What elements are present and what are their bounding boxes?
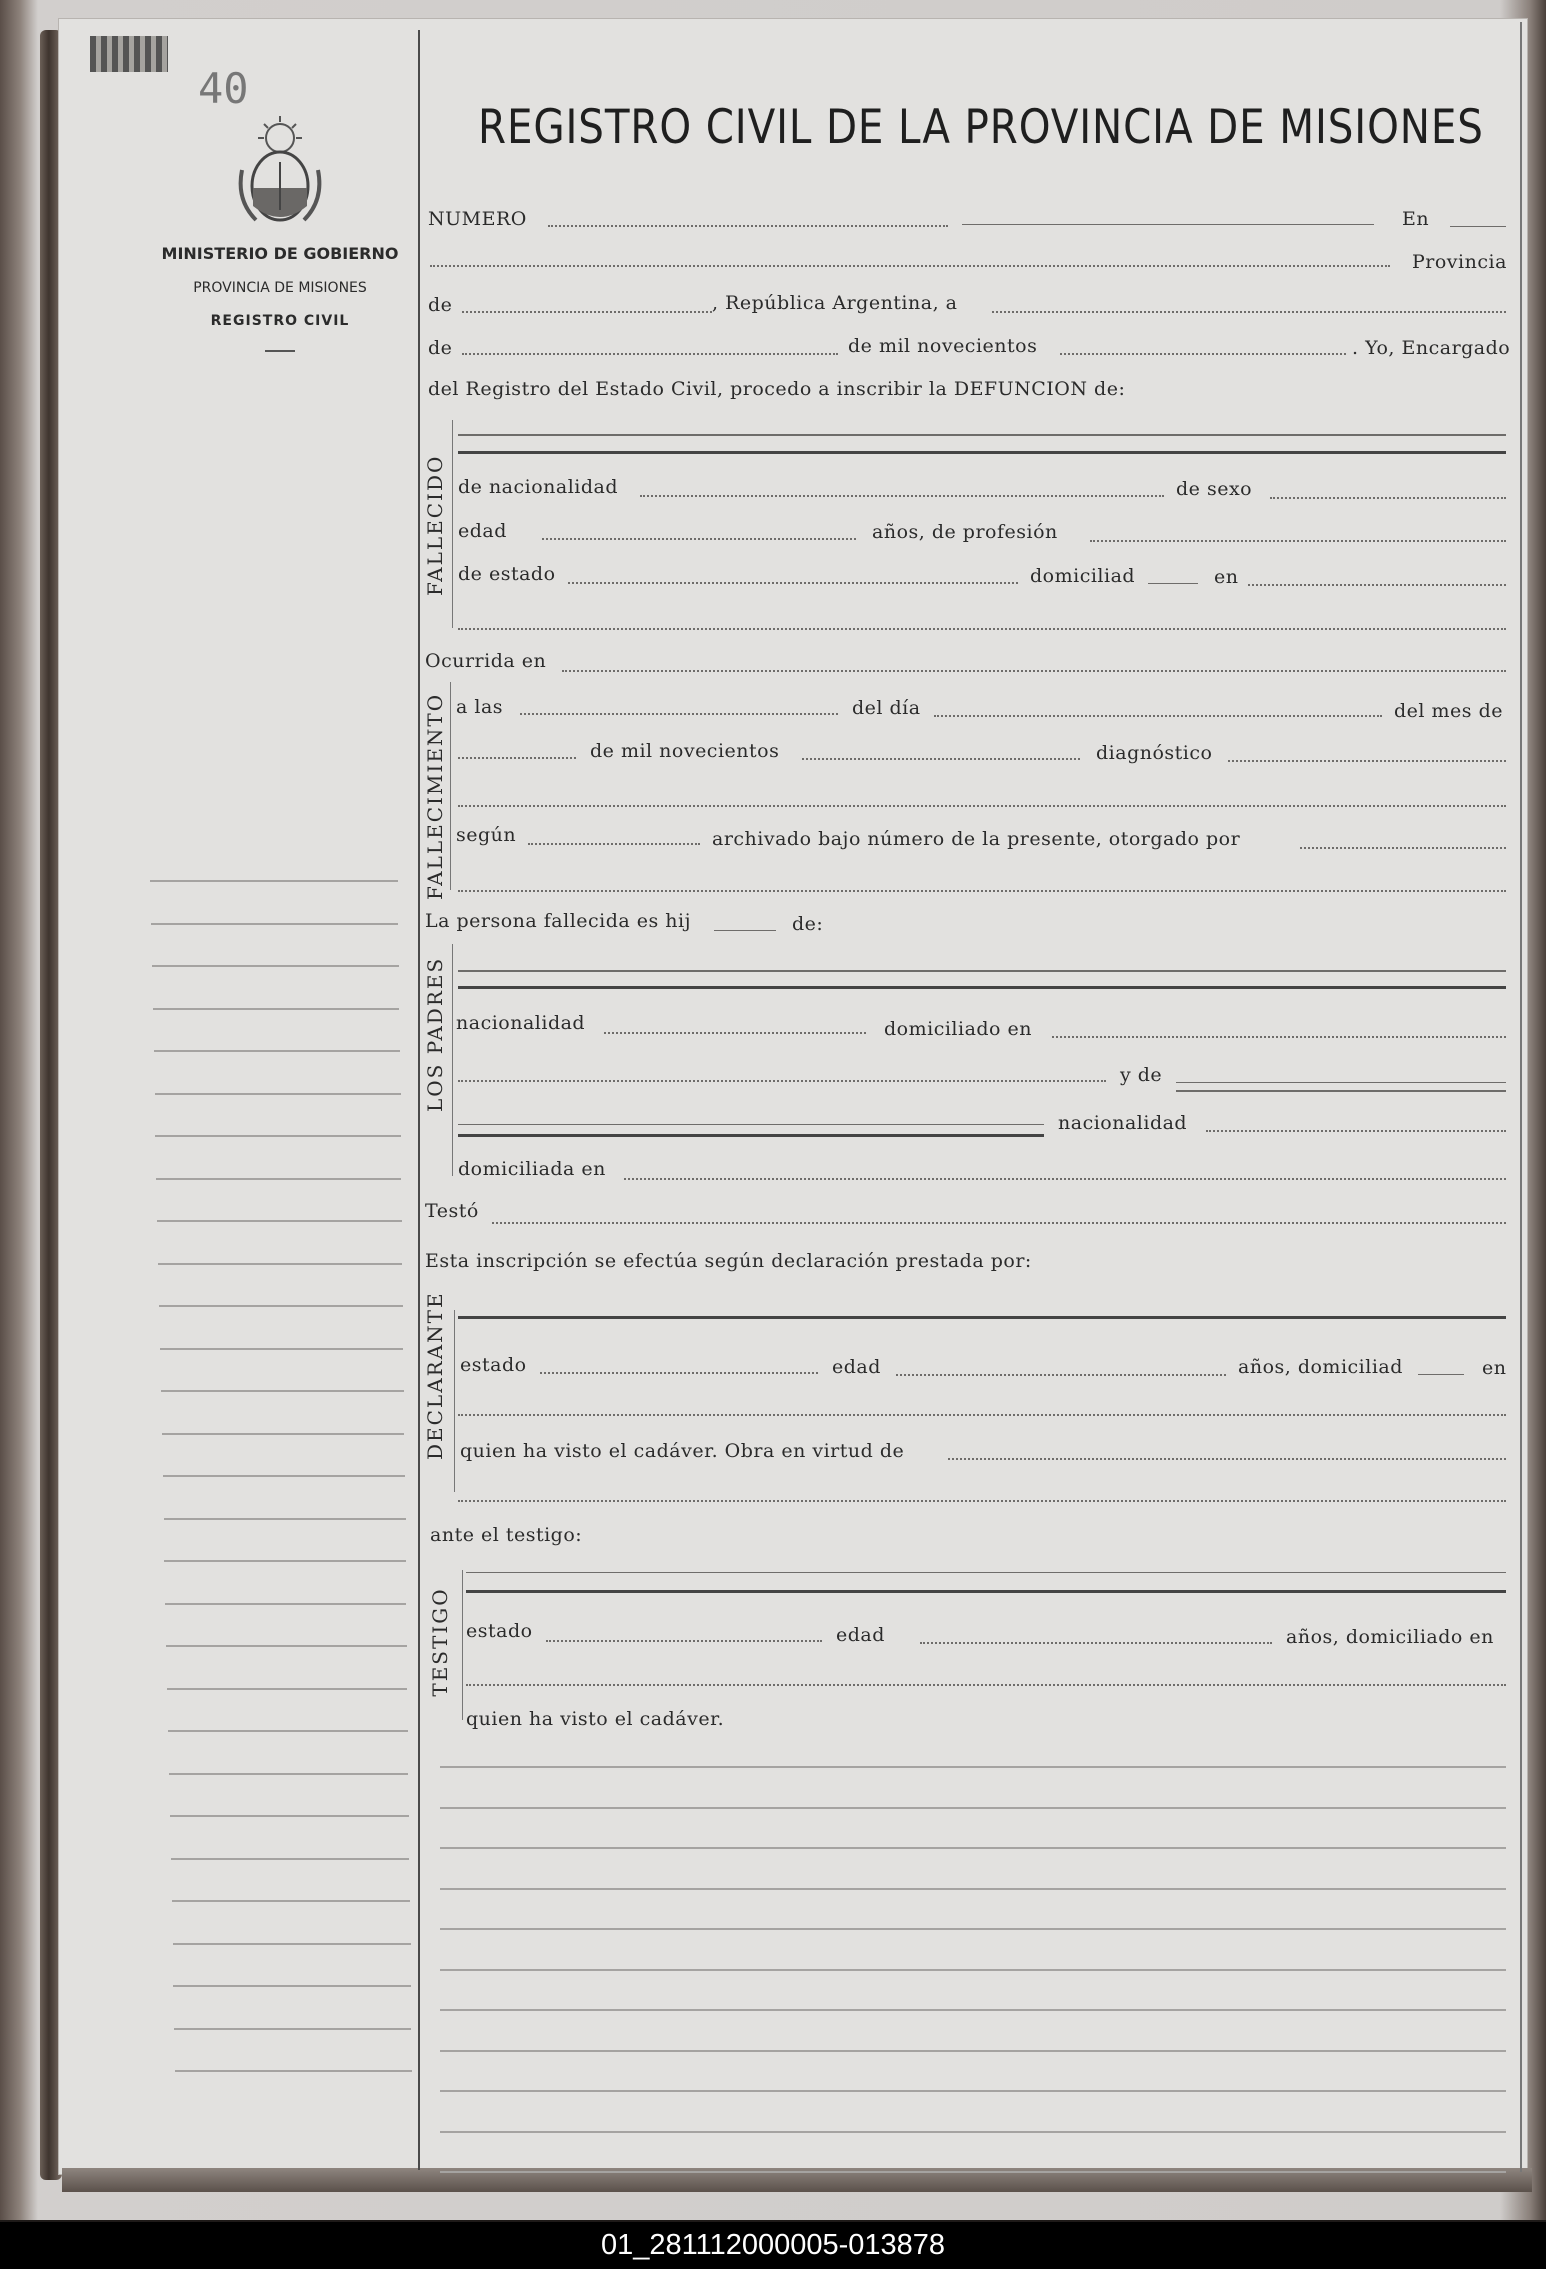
field-nombre-testigo-2[interactable] (466, 1590, 1506, 1593)
field-domicilio-testigo[interactable] (466, 1684, 1506, 1686)
margin-rule-line (156, 1178, 401, 1180)
section-testigo: TESTIGO (428, 1587, 452, 1697)
label-provincia: Provincia (1412, 251, 1507, 273)
label-numero: NUMERO (428, 208, 527, 230)
label-nacionalidad-padre: nacionalidad (456, 1012, 586, 1034)
label-nacionalidad-madre: nacionalidad (1058, 1112, 1188, 1134)
field-domicilio-declarante[interactable] (458, 1414, 1506, 1416)
margin-divider (418, 30, 420, 2170)
label-anos-domiciliad: años, domiciliad (1238, 1356, 1403, 1378)
field-nombre-madre-2[interactable] (458, 1124, 1044, 1125)
margin-rule-line (163, 1475, 405, 1477)
margin-rule-line (173, 1985, 411, 1987)
label-mil-novecientos: de mil novecientos (848, 335, 1038, 357)
bracket-padres (452, 944, 453, 1176)
ministry-name: MINISTERIO DE GOBIERNO (161, 244, 399, 263)
label-a-las: a las (456, 696, 504, 718)
coat-of-arms-icon (226, 110, 334, 230)
margin-rule-line (159, 1305, 403, 1307)
field-hora[interactable] (520, 713, 838, 715)
label-mil-novecientos-2: de mil novecientos (590, 740, 780, 762)
page-number: 40 (198, 64, 249, 113)
field-domicilio-padre-2[interactable] (458, 1080, 1106, 1082)
label-domiciliad: domiciliad (1030, 565, 1136, 587)
field-domicilio-padre[interactable] (1052, 1036, 1506, 1038)
margin-rule-line (170, 1815, 409, 1817)
field-otorgado-por-2[interactable] (458, 890, 1506, 892)
margin-rule-line (155, 1135, 401, 1137)
margin-rule-line (164, 1518, 406, 1520)
section-fallecido: FALLECIDO (423, 454, 447, 596)
bracket-testigo (462, 1570, 463, 1720)
image-id-footer: 01_281112000005-013878 (0, 2222, 1546, 2269)
field-segun[interactable] (528, 843, 700, 845)
field-diagnostico-2[interactable] (458, 805, 1506, 807)
margin-rule-line (157, 1220, 402, 1222)
notes-rule-line (440, 2090, 1506, 2092)
field-nombre-padre-2[interactable] (458, 986, 1506, 989)
label-estado-declarante: estado (460, 1354, 527, 1376)
label-de-padres: de: (792, 913, 824, 935)
label-de-2: de (428, 337, 453, 359)
section-declarante: DECLARANTE (423, 1291, 447, 1460)
label-republica: , República Argentina, a (712, 292, 958, 314)
field-otorgado-por[interactable] (1300, 847, 1506, 849)
label-y-de: y de (1120, 1064, 1163, 1086)
label-edad-declarante: edad (832, 1356, 881, 1378)
field-testo[interactable] (492, 1222, 1506, 1224)
label-diagnostico: diagnóstico (1096, 742, 1213, 764)
notes-rule-line (440, 1888, 1506, 1890)
label-anos-domiciliado-testigo: años, domiciliado en (1286, 1626, 1494, 1648)
notes-rule-line (440, 1807, 1506, 1809)
margin-rule-line (171, 1858, 410, 1860)
notes-rule-line (440, 2131, 1506, 2133)
margin-rule-line (174, 2028, 411, 2030)
ministry-divider (265, 350, 295, 352)
label-ante-testigo: ante el testigo: (430, 1524, 583, 1546)
margin-rule-line (158, 1263, 402, 1265)
field-en[interactable] (1450, 226, 1506, 227)
field-nombre-madre-b[interactable] (1176, 1090, 1506, 1092)
field-domiciliad-suffix[interactable] (1148, 583, 1198, 584)
margin-rule-line (151, 923, 399, 925)
label-hijo-de: La persona fallecida es hij (425, 910, 692, 932)
margin-rule-line (162, 1433, 405, 1435)
label-en-domicilio: en (1214, 566, 1239, 588)
margin-rule-line (154, 1050, 400, 1052)
field-lugar[interactable] (430, 265, 1390, 267)
section-padres: LOS PADRES (423, 956, 447, 1112)
label-visto-testigo: quien ha visto el cadáver. (466, 1708, 725, 1730)
label-archivado: archivado bajo número de la presente, otorgado por (712, 828, 1241, 850)
field-nacionalidad-madre[interactable] (1206, 1130, 1506, 1132)
field-domicilio-2[interactable] (458, 628, 1506, 630)
margin-rule-line (161, 1390, 404, 1392)
field-estado-testigo[interactable] (546, 1640, 822, 1642)
label-edad-testigo: edad (836, 1624, 885, 1646)
label-del-dia: del día (852, 697, 921, 719)
field-domicilio-madre[interactable] (624, 1178, 1506, 1180)
notes-rule-line (440, 1928, 1506, 1930)
margin-rule-line (153, 1008, 400, 1010)
label-en-declarante: en (1482, 1357, 1507, 1379)
margin-rule-line (150, 880, 398, 882)
margin-rule-line (155, 1093, 401, 1095)
field-fecha-dia[interactable] (992, 311, 1506, 313)
label-encargado: . Yo, Encargado (1352, 337, 1511, 359)
field-sexo[interactable] (1270, 497, 1506, 499)
margin-rule-line (164, 1560, 406, 1562)
field-obra-en-virtud[interactable] (948, 1458, 1506, 1460)
bracket-fallecimiento (450, 682, 451, 890)
registry-name: REGISTRO CIVIL (210, 313, 350, 329)
label-edad: edad (458, 520, 507, 542)
label-sexo: de sexo (1176, 478, 1253, 500)
form-page (58, 18, 1528, 2175)
label-en: En (1402, 208, 1430, 230)
label-de: de (428, 294, 453, 316)
label-testo: Testó (425, 1200, 479, 1222)
field-edad-declarante[interactable] (896, 1374, 1226, 1376)
label-visto-declarante: quien ha visto el cadáver. Obra en virtud de (460, 1440, 905, 1462)
field-mes-fallecimiento[interactable] (458, 757, 576, 759)
label-registro: del Registro del Estado Civil, procedo a inscribir la DEFUNCION de: (428, 378, 1126, 400)
field-diagnostico[interactable] (1228, 760, 1506, 762)
margin-rule-line (172, 1900, 410, 1902)
label-estado-testigo: estado (466, 1620, 533, 1642)
field-obra-en-virtud-2[interactable] (458, 1500, 1506, 1502)
field-mes[interactable] (462, 353, 838, 355)
notes-rule-line (440, 1766, 1506, 1768)
field-numero[interactable] (548, 225, 948, 227)
field-estado-declarante[interactable] (540, 1372, 818, 1374)
field-edad-testigo[interactable] (920, 1642, 1272, 1644)
field-nacionalidad-padre[interactable] (604, 1032, 866, 1034)
field-nombre-padre[interactable] (458, 970, 1506, 972)
label-segun: según (456, 824, 517, 846)
label-ocurrida: Ocurrida en (425, 650, 547, 672)
form-title: REGISTRO CIVIL DE LA PROVINCIA DE MISIONES (478, 100, 1484, 155)
notes-rule-line (440, 2050, 1506, 2052)
label-declaracion: Esta inscripción se efectúa según declaración prestada por: (425, 1250, 1032, 1272)
margin-rule-line (168, 1730, 408, 1732)
notes-rule-line (440, 2171, 1506, 2173)
label-domiciliada-en: domiciliada en (458, 1158, 606, 1180)
label-domiciliado-en: domiciliado en (884, 1018, 1033, 1040)
field-anio-fallecimiento[interactable] (802, 758, 1080, 760)
field-hijo-suffix[interactable] (714, 930, 776, 931)
field-anio[interactable] (1060, 353, 1346, 355)
margin-rule-line (166, 1645, 407, 1647)
field-estado[interactable] (568, 582, 1018, 584)
field-profesion[interactable] (1090, 540, 1506, 542)
label-estado: de estado (458, 563, 556, 585)
field-domicilio[interactable] (1248, 584, 1506, 586)
margin-rule-line (165, 1603, 406, 1605)
province-name: PROVINCIA DE MISIONES (193, 280, 367, 296)
notes-rule-line (440, 1847, 1506, 1849)
notes-rule-line (440, 2009, 1506, 2011)
field-provincia[interactable] (462, 311, 712, 313)
page-right-edge (1520, 22, 1522, 2172)
field-dia[interactable] (934, 715, 1382, 717)
field-edad[interactable] (542, 538, 856, 540)
field-nombre-fallecido[interactable] (458, 434, 1506, 436)
field-nombre-madre-3[interactable] (458, 1134, 1044, 1137)
notes-rule-line (440, 1969, 1506, 1971)
field-nacionalidad[interactable] (640, 495, 1164, 497)
field-ocurrida[interactable] (562, 670, 1506, 672)
margin-rule-line (173, 1943, 411, 1945)
label-anos-profesion: años, de profesión (872, 521, 1058, 543)
field-domiciliad-declarante-suffix[interactable] (1418, 1374, 1464, 1375)
field-nombre-declarante[interactable] (458, 1316, 1506, 1319)
margin-rule-line (167, 1688, 407, 1690)
label-nacionalidad: de nacionalidad (458, 476, 619, 498)
field-nombre-fallecido-2[interactable] (458, 451, 1506, 454)
margin-rule-line (175, 2070, 412, 2072)
section-fallecimiento: FALLECIMIENTO (423, 692, 447, 900)
bracket-fallecido (452, 420, 453, 628)
bracket-declarante (454, 1310, 455, 1492)
field-numero-2[interactable] (962, 224, 1374, 225)
label-del-mes: del mes de (1394, 700, 1503, 722)
field-nombre-madre[interactable] (1176, 1082, 1506, 1083)
tape-mark (90, 36, 168, 72)
margin-rule-line (160, 1348, 404, 1350)
margin-rule-line (169, 1773, 409, 1775)
margin-rule-line (152, 965, 399, 967)
field-nombre-testigo[interactable] (466, 1572, 1506, 1573)
